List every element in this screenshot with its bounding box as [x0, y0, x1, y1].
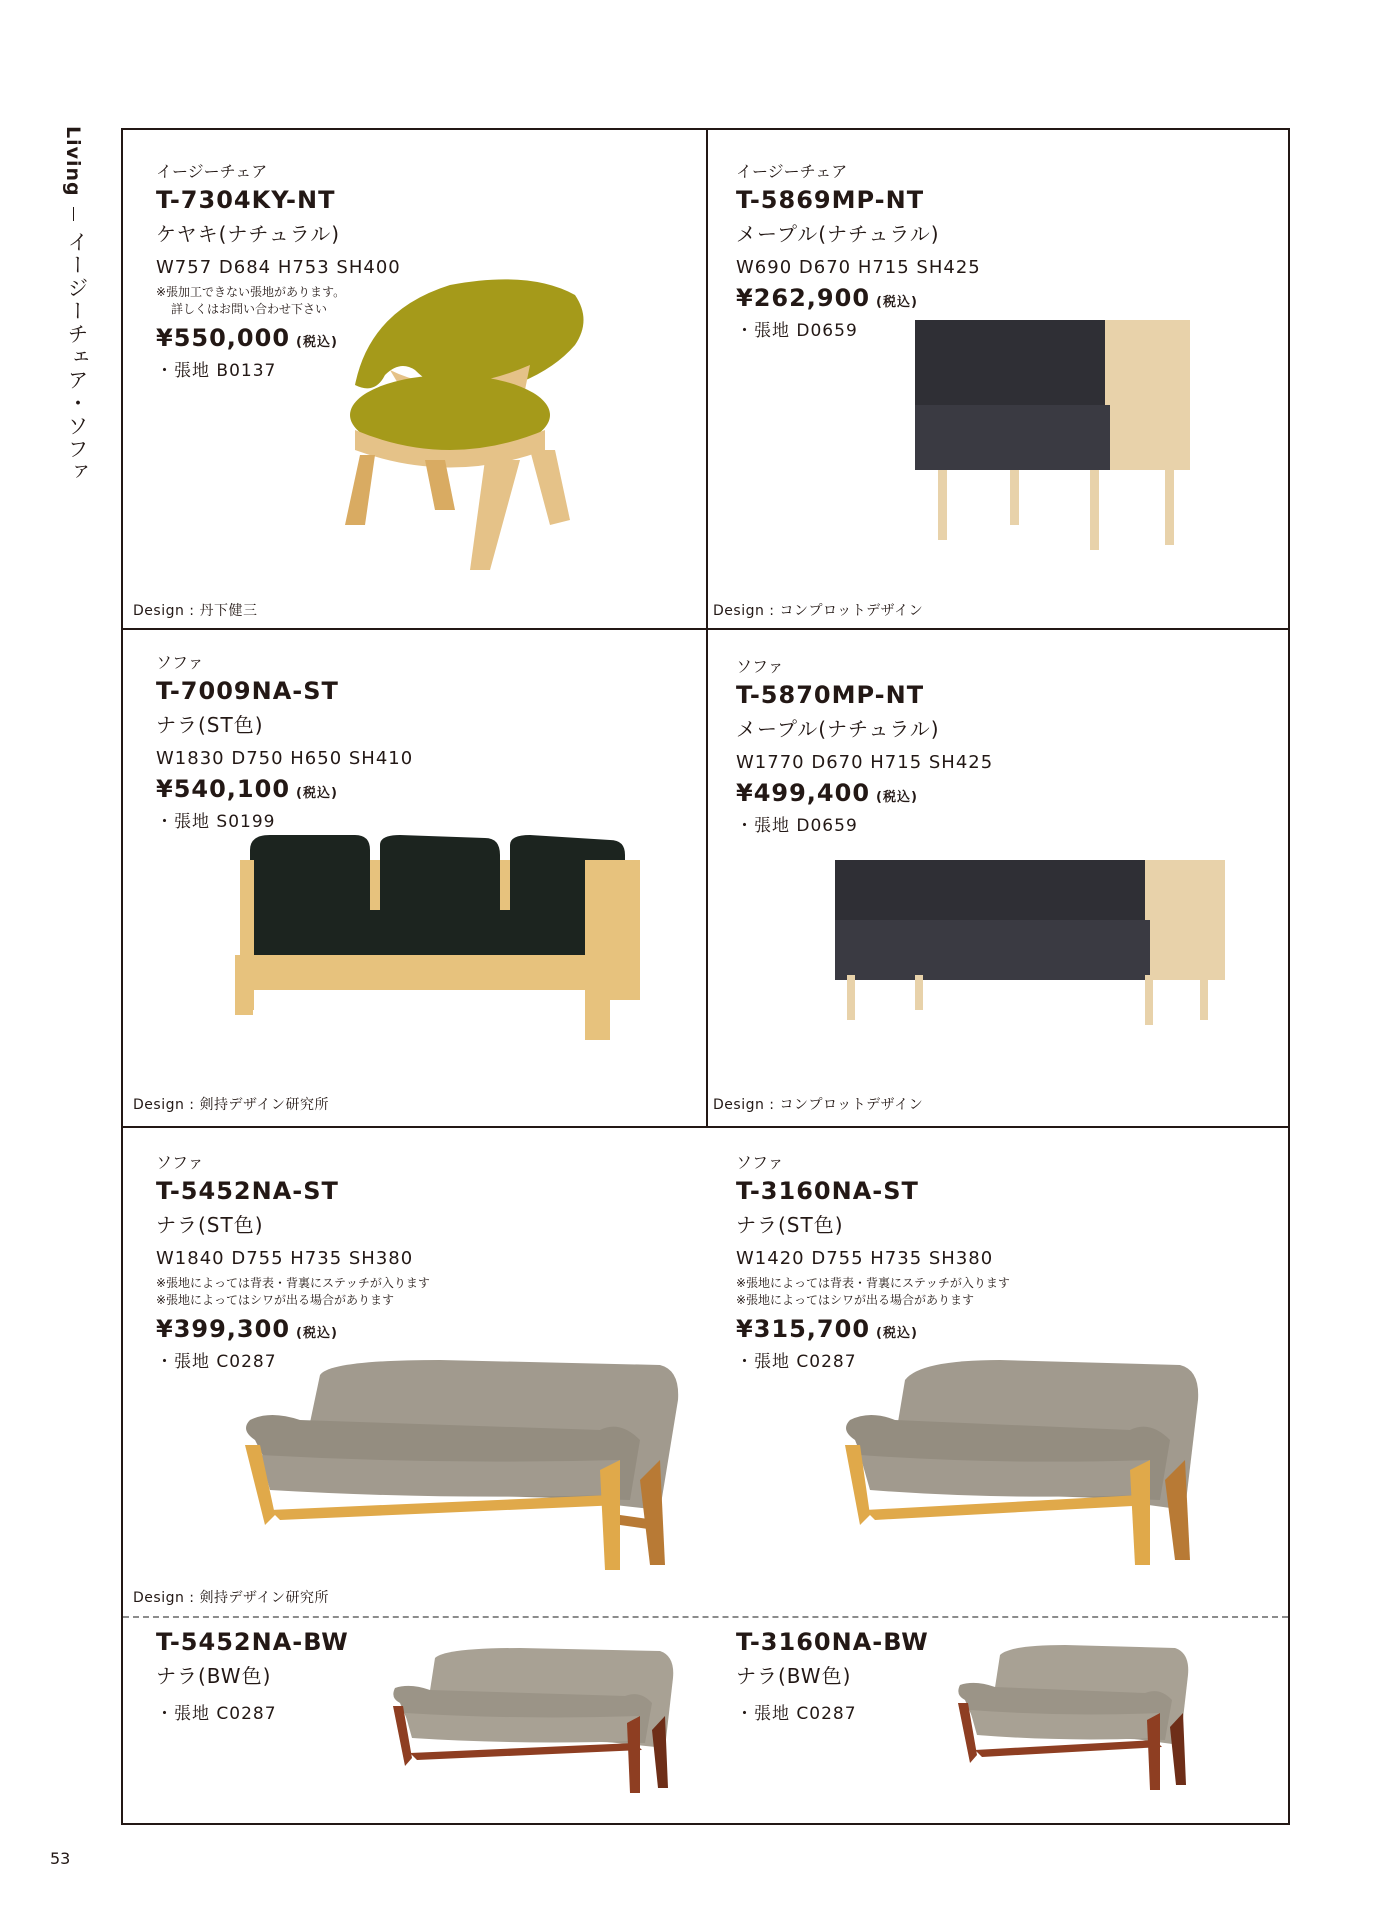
product-dimensions: W757 D684 H753 SH400: [156, 257, 401, 278]
easy-chair-image: [330, 270, 640, 580]
frame-sofa-bw-image: [955, 1645, 1195, 1795]
tax-label: (税込): [296, 1326, 338, 1341]
product-wood: ナラ(BW色): [156, 1664, 272, 1688]
frame-sofa-image: [840, 1360, 1205, 1570]
row-divider: [123, 628, 1288, 630]
price-value: ¥399,300: [156, 1315, 291, 1343]
product-category: ソファ: [736, 1153, 784, 1172]
row-divider: [123, 1126, 1288, 1128]
product-dimensions: W690 D670 H715 SH425: [736, 257, 981, 278]
price-value: ¥315,700: [736, 1315, 871, 1343]
product-price: [156, 775, 413, 803]
product-price: [156, 1315, 430, 1343]
product-note: ※張地によっては背表・背裏にステッチが入ります: [156, 1276, 430, 1290]
product-fabric: ・張地 S0199: [156, 812, 276, 832]
product-fabric: ・張地 C0287: [736, 1704, 857, 1724]
side-label: [62, 126, 88, 484]
product-model: T-5869MP-NT: [736, 186, 925, 214]
product-note: ※張加工できない張地があります。: [156, 285, 346, 299]
product-fabric: ・張地 C0287: [736, 1352, 857, 1372]
product-wood: メープル(ナチュラル): [736, 222, 940, 246]
designer-credit: Design : コンプロットデザイン: [713, 603, 924, 619]
dashed-divider: [123, 1616, 1288, 1618]
product-dimensions: W1770 D670 H715 SH425: [736, 752, 994, 773]
product-price: [736, 284, 981, 312]
side-divider: [73, 207, 74, 221]
product-card-t5452-bw: [156, 1628, 349, 1724]
price-value: ¥540,100: [156, 775, 291, 803]
designer-credit: Design : 丹下健三: [133, 603, 258, 619]
product-fabric: ・張地 C0287: [156, 1352, 277, 1372]
cube-chair-image: [910, 315, 1200, 555]
tax-label: (税込): [876, 295, 918, 310]
tax-label: (税込): [876, 1326, 918, 1341]
page-number: 53: [50, 1849, 71, 1868]
product-wood: ナラ(ST色): [156, 713, 264, 737]
product-price: [736, 1315, 1010, 1343]
product-model: T-7009NA-ST: [156, 677, 339, 705]
product-fabric: ・張地 C0287: [156, 1704, 277, 1724]
product-note: ※張地によっては背表・背裏にステッチが入ります: [736, 1276, 1010, 1290]
section-label: Living: [62, 126, 84, 197]
product-model: T-5870MP-NT: [736, 681, 925, 709]
product-card-t3160-bw: [736, 1628, 929, 1724]
cube-sofa-image: [830, 855, 1230, 1030]
tax-label: (税込): [876, 790, 918, 805]
product-wood: ケヤキ(ナチュラル): [156, 222, 341, 246]
product-note: ※張地によってはシワが出る場合があります: [156, 1293, 395, 1307]
product-fabric: ・張地 D0659: [736, 321, 858, 341]
section-subtitle: イージーチェア・ソファ: [65, 230, 89, 484]
tax-label: (税込): [296, 786, 338, 801]
product-model: T-3160NA-ST: [736, 1177, 919, 1205]
designer-credit: Design : 剣持デザイン研究所: [133, 1590, 329, 1606]
price-value: ¥550,000: [156, 324, 291, 352]
product-model: T-5452NA-ST: [156, 1177, 339, 1205]
price-value: ¥499,400: [736, 779, 871, 807]
product-price: [736, 779, 993, 807]
product-fabric: ・張地 B0137: [156, 361, 277, 381]
product-category: ソファ: [156, 653, 204, 672]
product-category: ソファ: [736, 657, 784, 676]
product-note: ※張地によってはシワが出る場合があります: [736, 1293, 975, 1307]
designer-credit: Design : コンプロットデザイン: [713, 1097, 924, 1113]
product-dimensions: W1840 D755 H735 SH380: [156, 1248, 414, 1269]
product-card-t5869: [736, 159, 981, 341]
product-card-t5870: [736, 654, 993, 836]
leather-sofa-image: [235, 830, 650, 1045]
product-wood: メープル(ナチュラル): [736, 717, 940, 741]
product-card-t7009: [156, 650, 413, 832]
tax-label: (税込): [296, 335, 338, 350]
product-dimensions: W1420 D755 H735 SH380: [736, 1248, 994, 1269]
product-wood: ナラ(BW色): [736, 1664, 852, 1688]
frame-sofa-image: [240, 1360, 685, 1575]
price-value: ¥262,900: [736, 284, 871, 312]
product-dimensions: W1830 D750 H650 SH410: [156, 748, 414, 769]
product-category: イージーチェア: [156, 162, 268, 181]
frame-sofa-bw-image: [390, 1648, 680, 1798]
product-model: T-3160NA-BW: [736, 1628, 929, 1656]
product-card-t5452-st: [156, 1150, 430, 1372]
designer-credit: Design : 剣持デザイン研究所: [133, 1097, 329, 1113]
product-category: ソファ: [156, 1153, 204, 1172]
product-model: T-7304KY-NT: [156, 186, 336, 214]
product-fabric: ・張地 D0659: [736, 816, 858, 836]
product-model: T-5452NA-BW: [156, 1628, 349, 1656]
product-wood: ナラ(ST色): [736, 1213, 844, 1237]
product-category: イージーチェア: [736, 162, 848, 181]
product-card-t3160-st: [736, 1150, 1010, 1372]
product-wood: ナラ(ST色): [156, 1213, 264, 1237]
product-note: 詳しくはお問い合わせ下さい: [171, 302, 328, 316]
